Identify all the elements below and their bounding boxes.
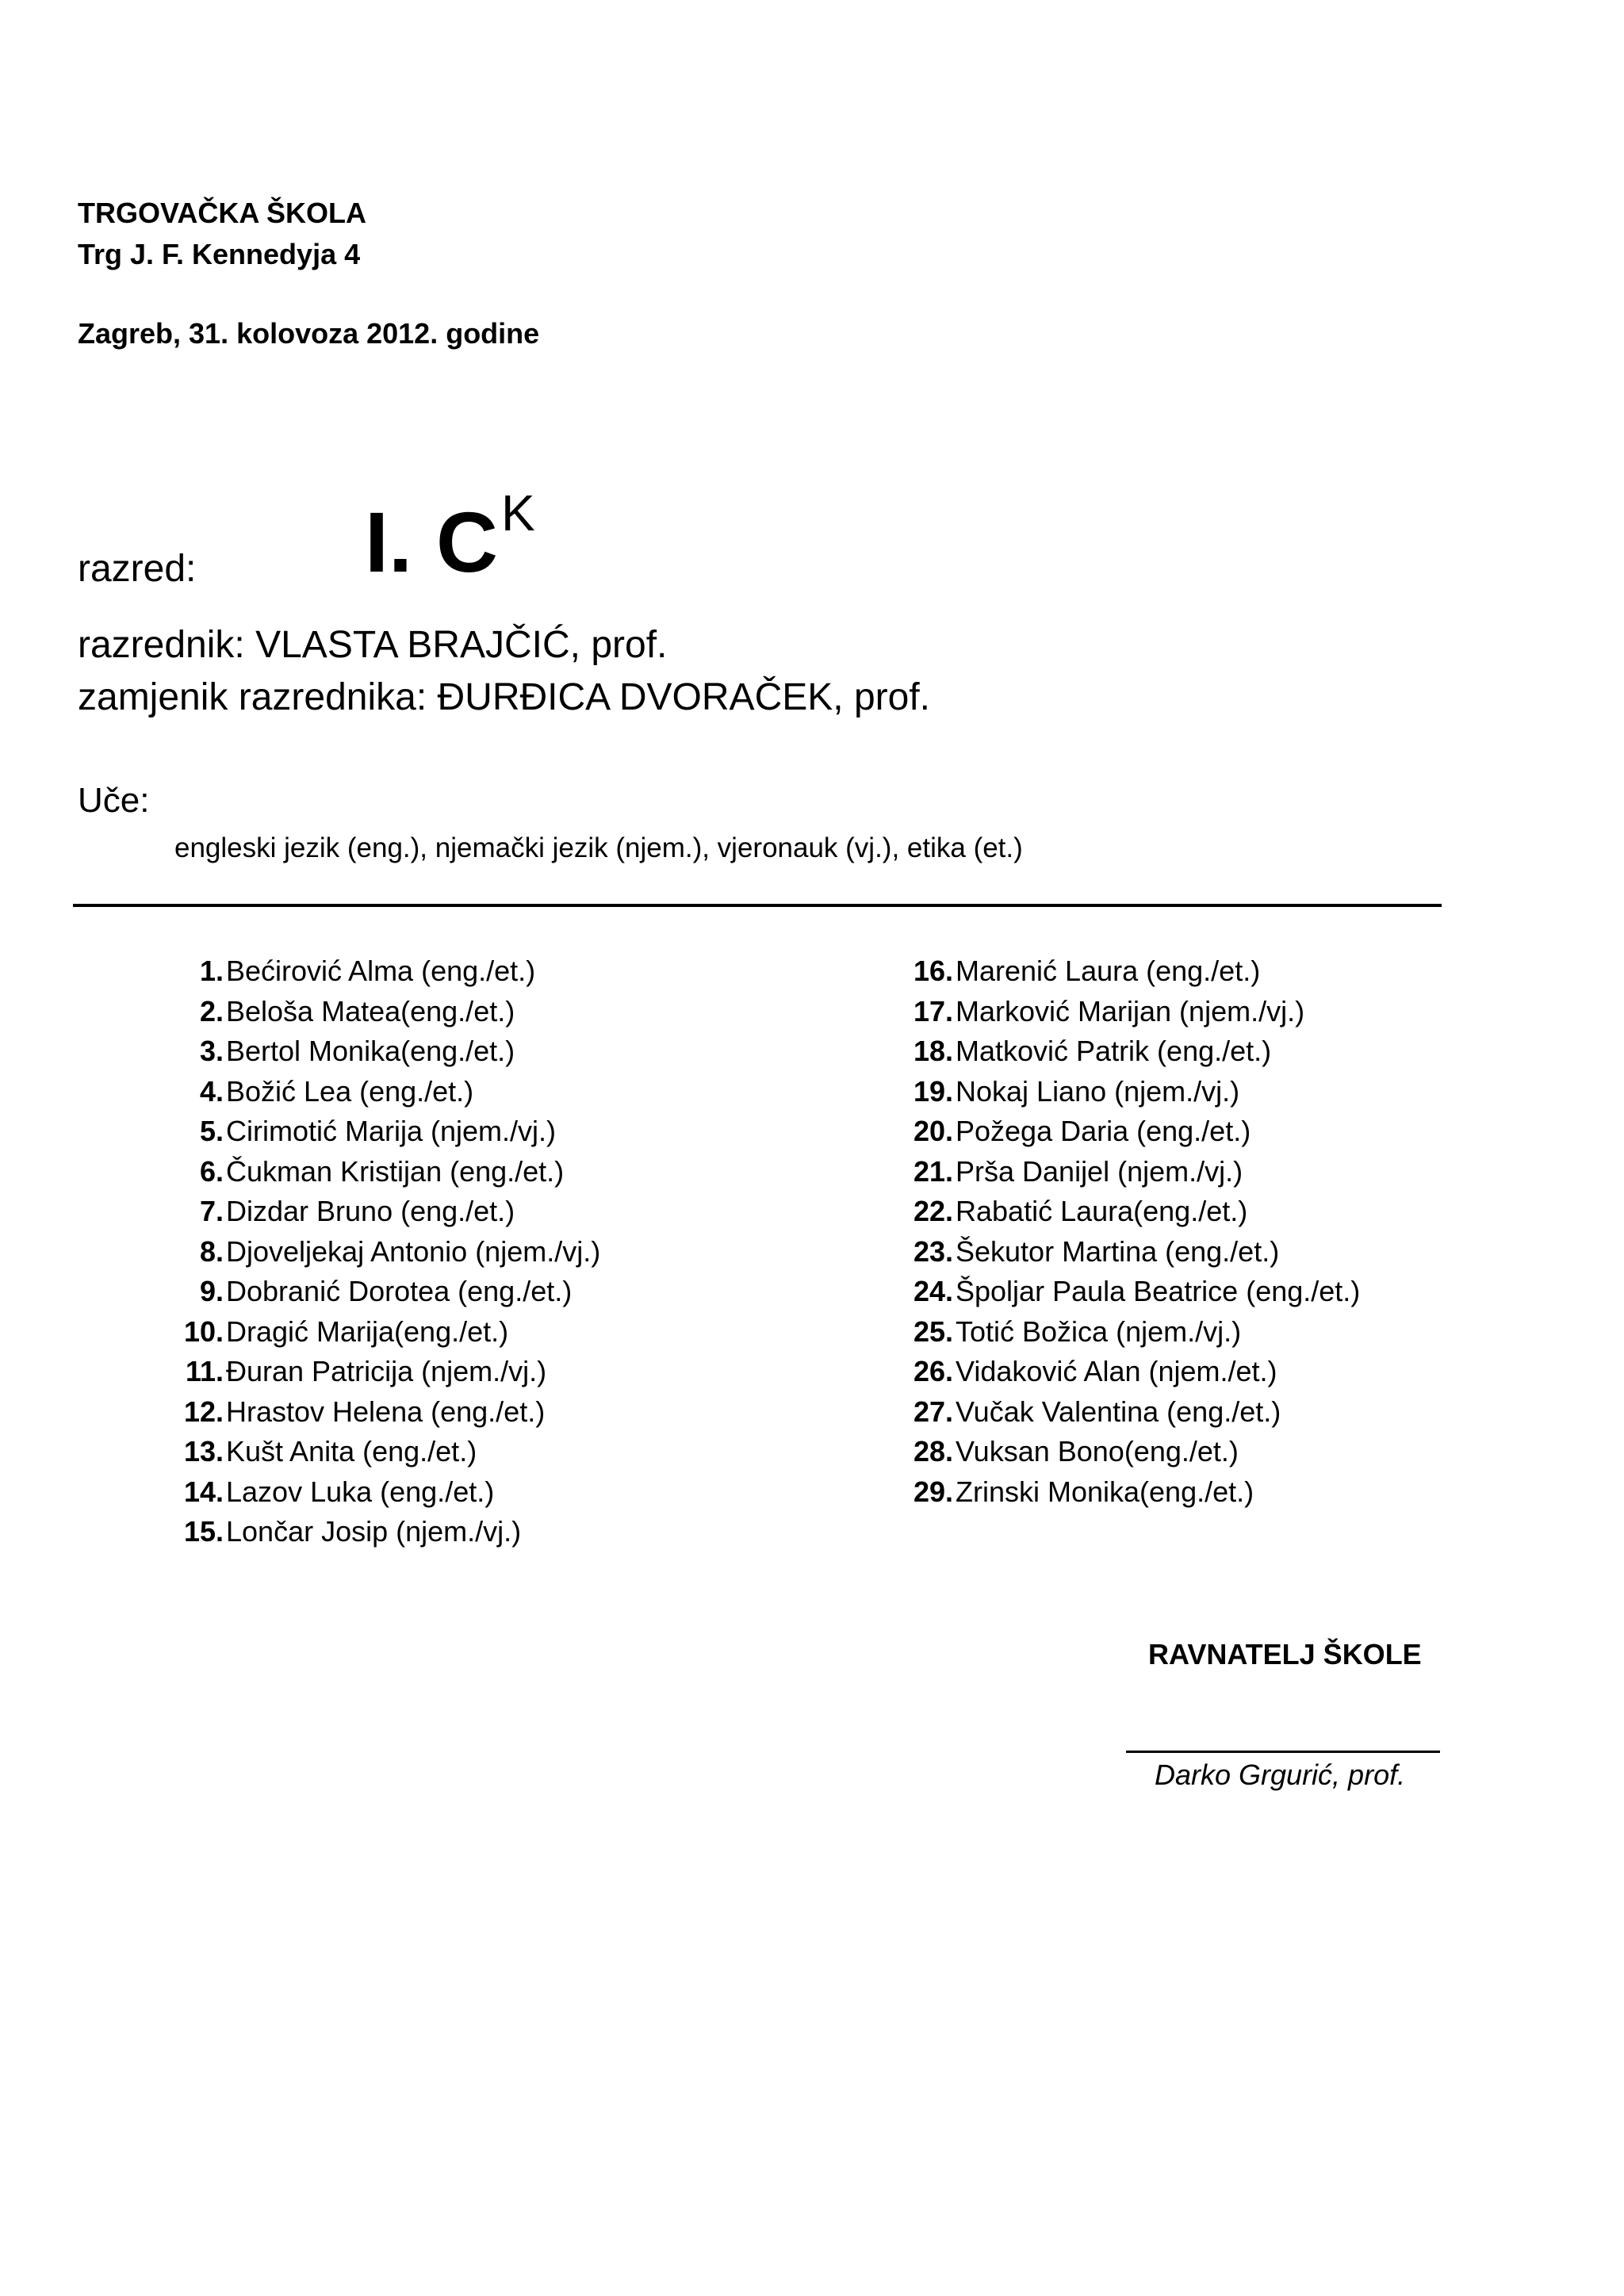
student-number: 23. xyxy=(913,1234,953,1268)
student-number: 2. xyxy=(199,994,224,1027)
student-list-right xyxy=(904,951,1360,1512)
class-name: I. C xyxy=(365,494,499,590)
student-name: Nokaj Liano (njem./vj.) xyxy=(956,1074,1240,1108)
student-item xyxy=(904,1272,1360,1312)
student-name: Đuran Patricija (njem./vj.) xyxy=(226,1355,547,1387)
student-number: 4. xyxy=(199,1074,224,1108)
student-item xyxy=(904,951,1360,992)
student-list-left xyxy=(174,951,600,1552)
student-number: 9. xyxy=(199,1275,224,1307)
student-number: 17. xyxy=(913,994,953,1027)
student-number: 27. xyxy=(913,1395,953,1428)
signature-line xyxy=(1126,1751,1440,1753)
student-name: Cirimotić Marija (njem./vj.) xyxy=(226,1115,557,1147)
school-address: Trg J. F. Kennedyja 4 xyxy=(78,238,361,270)
student-number: 10. xyxy=(183,1314,224,1348)
student-name: Beloša Matea(eng./et.) xyxy=(226,994,515,1027)
student-item xyxy=(174,1072,600,1112)
student-item xyxy=(174,1031,600,1072)
deputy-teacher: zamjenik razrednika: ĐURĐICA DVORAČEK, prof. xyxy=(78,676,930,718)
student-number: 25. xyxy=(913,1314,953,1348)
student-name: Vidaković Alan (njem./et.) xyxy=(956,1355,1277,1387)
class-superscript: K xyxy=(501,484,535,541)
student-number: 13. xyxy=(183,1435,224,1468)
student-item xyxy=(904,1232,1360,1272)
student-name: Dragić Marija(eng./et.) xyxy=(226,1314,509,1348)
student-number: 28. xyxy=(913,1435,953,1468)
student-number: 6. xyxy=(199,1154,224,1188)
student-item xyxy=(174,1312,600,1353)
student-item xyxy=(904,1152,1360,1192)
student-item xyxy=(904,992,1360,1032)
principal-title: RAVNATELJ ŠKOLE xyxy=(1148,1638,1422,1670)
student-name: Bertol Monika(eng./et.) xyxy=(226,1035,515,1067)
student-item xyxy=(904,1312,1360,1353)
student-number: 29. xyxy=(913,1475,953,1508)
homeroom-teacher: razrednik: VLASTA BRAJČIĆ, prof. xyxy=(78,624,668,666)
student-item xyxy=(174,1392,600,1433)
student-item xyxy=(174,992,600,1032)
student-number: 20. xyxy=(913,1115,953,1147)
student-number: 12. xyxy=(183,1395,224,1428)
student-name: Čukman Kristijan (eng./et.) xyxy=(226,1154,565,1188)
student-item xyxy=(174,1512,600,1552)
student-item xyxy=(174,1232,600,1272)
student-item xyxy=(174,1112,600,1152)
student-item xyxy=(904,1432,1360,1472)
student-number: 14. xyxy=(183,1475,224,1508)
student-name: Špoljar Paula Beatrice (eng./et.) xyxy=(956,1275,1361,1307)
student-number: 26. xyxy=(913,1355,953,1387)
student-item xyxy=(904,1112,1360,1152)
student-number: 11. xyxy=(185,1355,224,1387)
student-name: Božić Lea (eng./et.) xyxy=(226,1074,474,1108)
student-item xyxy=(174,1432,600,1472)
student-item xyxy=(904,1392,1360,1433)
student-number: 16. xyxy=(913,955,953,987)
student-item xyxy=(904,1192,1360,1232)
student-number: 3. xyxy=(199,1035,224,1067)
document-date: Zagreb, 31. kolovoza 2012. godine xyxy=(78,317,540,350)
student-number: 5. xyxy=(199,1115,224,1147)
student-item xyxy=(904,1031,1360,1072)
student-name: Hrastov Helena (eng./et.) xyxy=(226,1395,546,1428)
class-label: razred: xyxy=(78,548,197,590)
student-name: Rabatić Laura(eng./et.) xyxy=(956,1195,1248,1227)
student-number: 7. xyxy=(199,1195,224,1227)
student-name: Kušt Anita (eng./et.) xyxy=(226,1435,477,1468)
student-name: Djoveljekaj Antonio (njem./vj.) xyxy=(226,1234,601,1268)
student-name: Bećirović Alma (eng./et.) xyxy=(226,955,536,987)
student-number: 24. xyxy=(913,1275,953,1307)
student-name: Matković Patrik (eng./et.) xyxy=(956,1035,1272,1067)
student-item xyxy=(904,1352,1360,1392)
student-item xyxy=(174,1192,600,1232)
student-name: Prša Danijel (njem./vj.) xyxy=(956,1154,1243,1188)
student-name: Totić Božica (njem./vj.) xyxy=(956,1314,1242,1348)
student-number: 22. xyxy=(913,1195,953,1227)
student-name: Dobranić Dorotea (eng./et.) xyxy=(226,1275,573,1307)
student-name: Lazov Luka (eng./et.) xyxy=(226,1475,495,1508)
school-name: TRGOVAČKA ŠKOLA xyxy=(78,197,366,229)
student-item xyxy=(174,1472,600,1513)
student-item xyxy=(174,1272,600,1312)
student-number: 15. xyxy=(183,1515,224,1548)
student-item xyxy=(174,951,600,992)
student-name: Marković Marijan (njem./vj.) xyxy=(956,994,1305,1027)
class-value xyxy=(365,484,535,590)
student-name: Vučak Valentina (eng./et.) xyxy=(956,1395,1281,1428)
studies-label: Uče: xyxy=(78,781,150,820)
student-name: Lončar Josip (njem./vj.) xyxy=(226,1515,522,1548)
student-name: Šekutor Martina (eng./et.) xyxy=(956,1234,1280,1268)
student-item xyxy=(174,1352,600,1392)
student-name: Zrinski Monika(eng./et.) xyxy=(956,1475,1254,1508)
studies-subjects: engleski jezik (eng.), njemački jezik (njem.), vjeronauk (vj.), etika (et.) xyxy=(174,832,1023,863)
student-item xyxy=(904,1472,1360,1513)
student-name: Vuksan Bono(eng./et.) xyxy=(956,1435,1239,1468)
student-number: 18. xyxy=(913,1035,953,1067)
student-name: Dizdar Bruno (eng./et.) xyxy=(226,1195,515,1227)
principal-name: Darko Grgurić, prof. xyxy=(1155,1758,1406,1791)
student-number: 19. xyxy=(913,1074,953,1108)
student-name: Požega Daria (eng./et.) xyxy=(956,1115,1251,1147)
student-name: Marenić Laura (eng./et.) xyxy=(956,955,1261,987)
student-item xyxy=(174,1152,600,1192)
divider-line xyxy=(73,904,1442,907)
student-number: 21. xyxy=(913,1154,953,1188)
student-number: 1. xyxy=(199,955,224,987)
student-number: 8. xyxy=(199,1234,224,1268)
student-item xyxy=(904,1072,1360,1112)
